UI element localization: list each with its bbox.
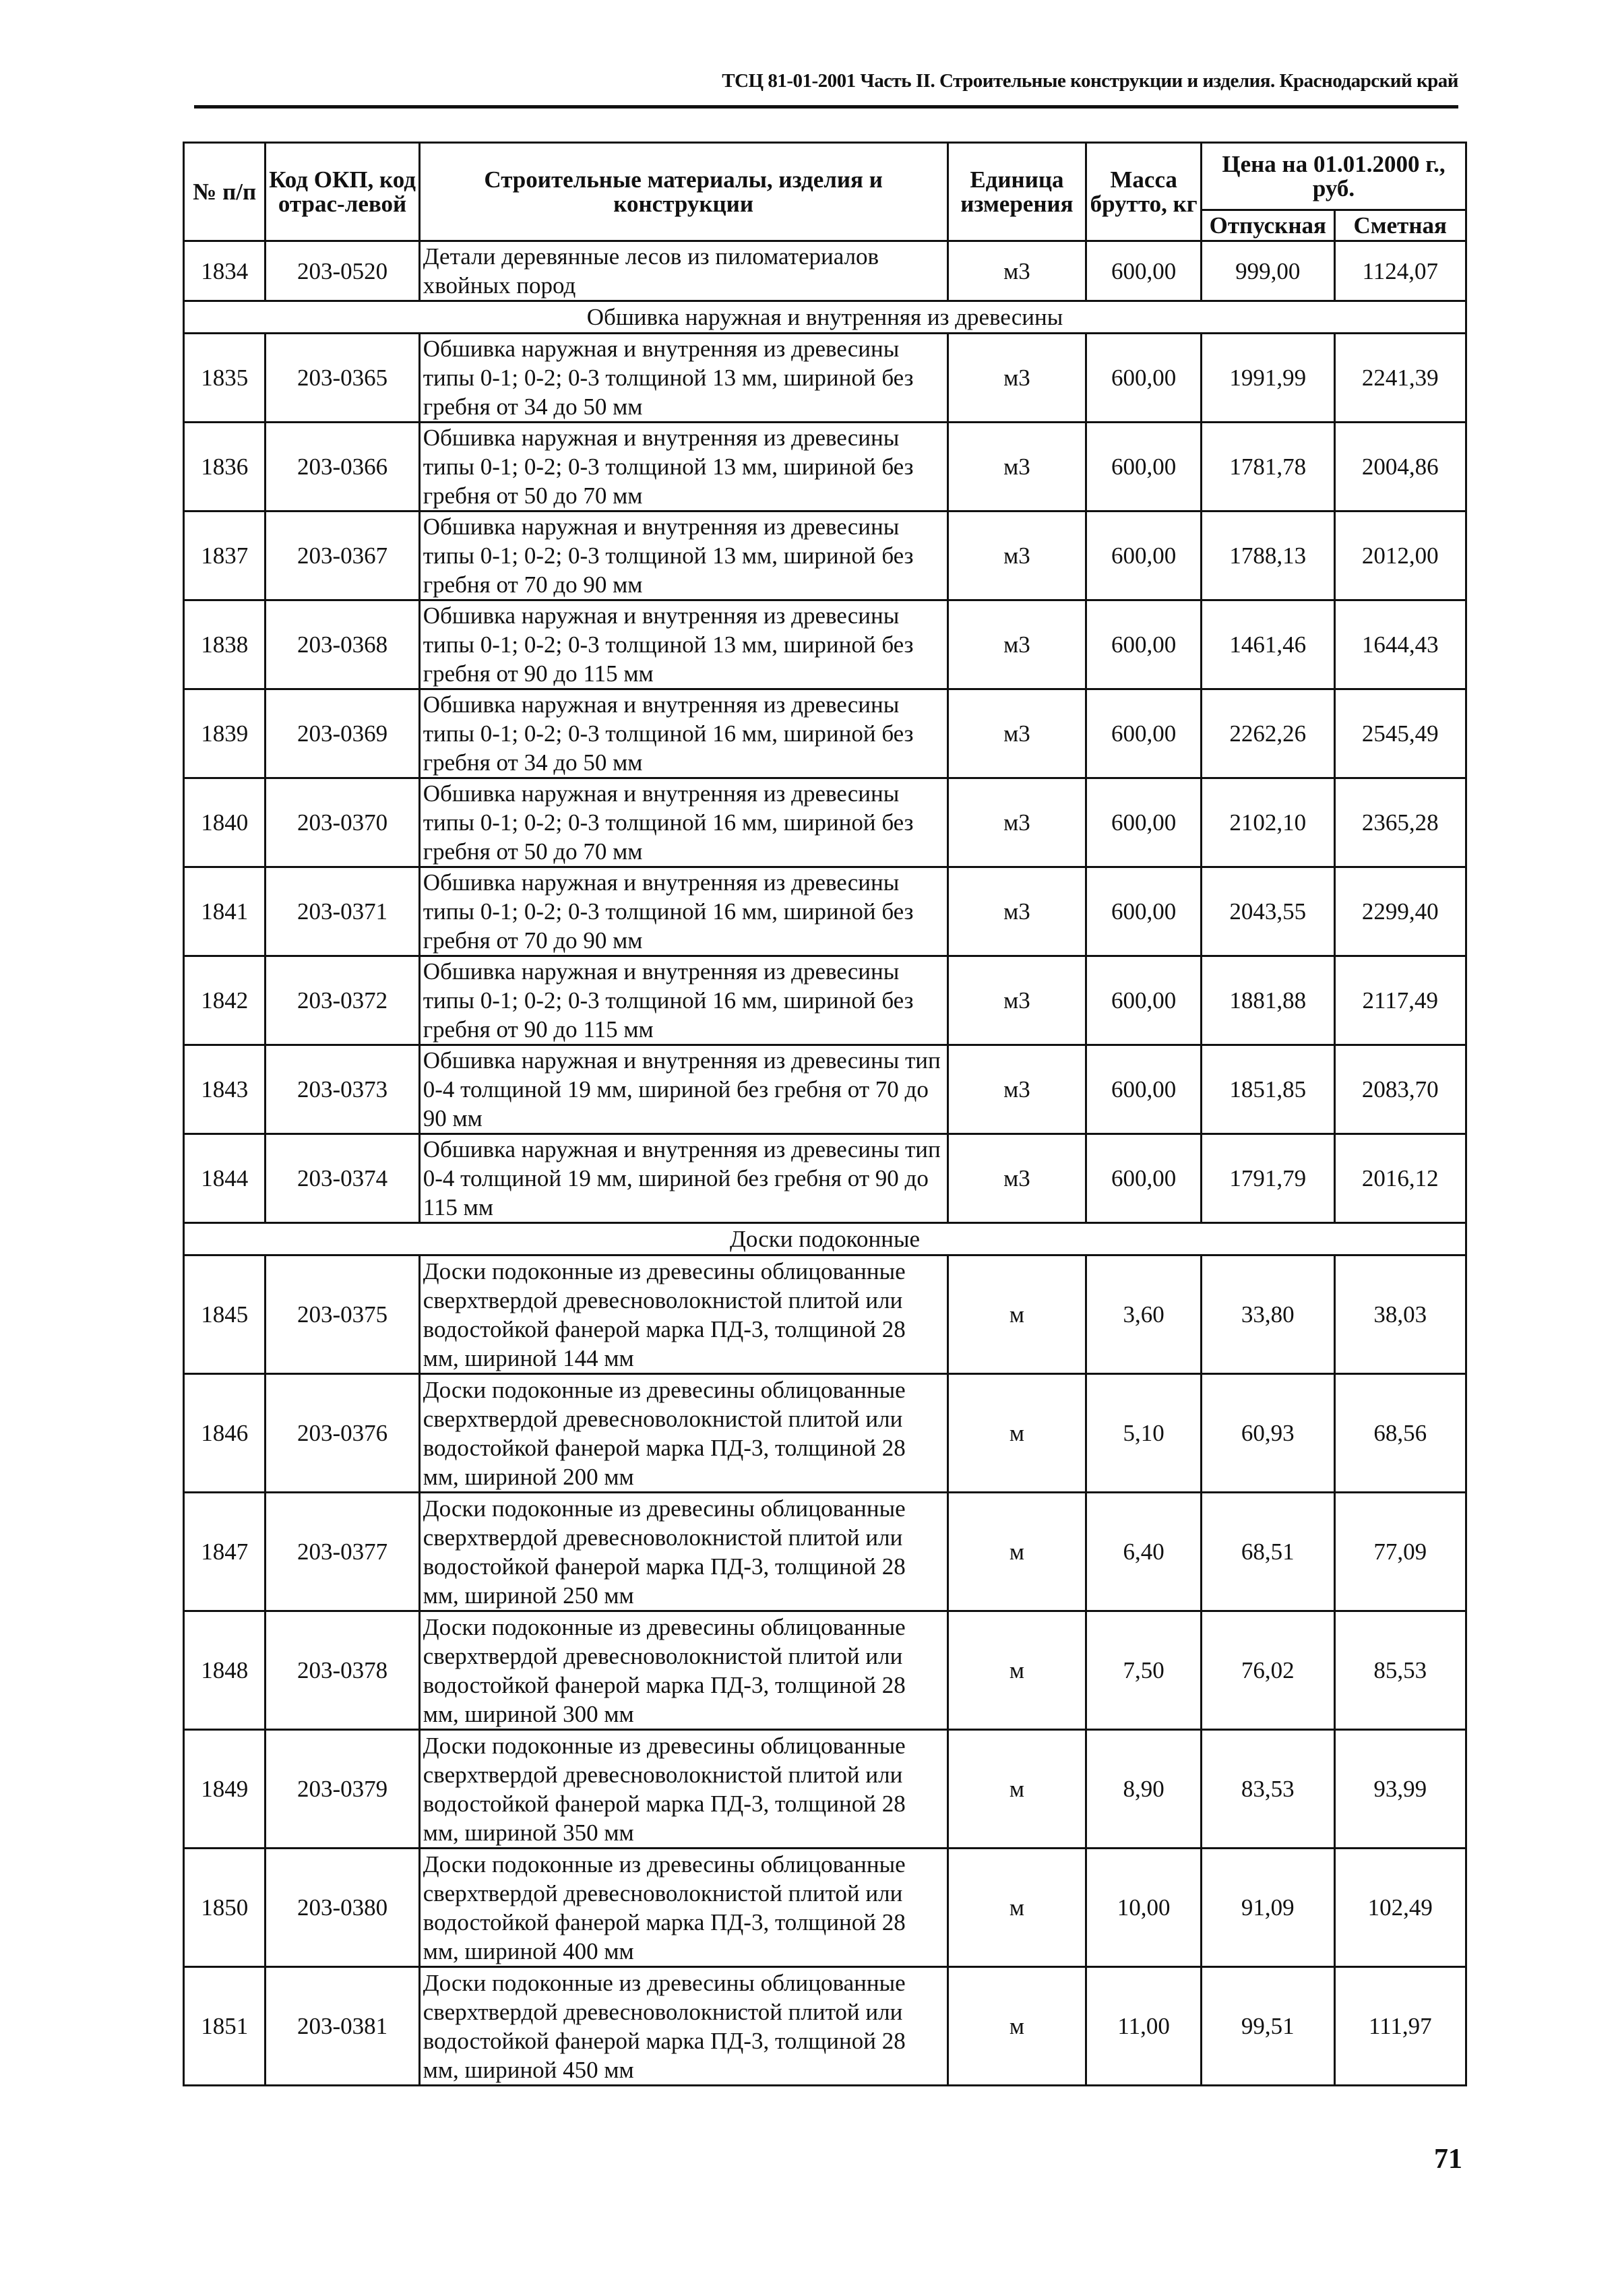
- row-price-release: 1461,46: [1202, 600, 1335, 689]
- row-number: 1850: [184, 1849, 266, 1967]
- row-unit: м3: [947, 1045, 1086, 1134]
- table-row: [184, 1255, 1466, 1374]
- row-mass: 600,00: [1086, 956, 1202, 1045]
- row-description: Доски подоконные из древесины облицованные сверхтвердой древесноволокнистой плитой или водостойкой фанерой марка ПД-3, толщиной 28 мм, шириной 200 мм: [419, 1374, 947, 1493]
- row-price-estimate: 2016,12: [1334, 1134, 1466, 1223]
- row-number: 1847: [184, 1493, 266, 1611]
- table-row: [184, 1849, 1466, 1967]
- table-row: [184, 511, 1466, 600]
- row-unit: м3: [947, 241, 1086, 301]
- row-description: Обшивка наружная и внутренняя из древесины типы 0-1; 0-2; 0-3 толщиной 13 мм, шириной без гребня от 90 до 115 мм: [419, 600, 947, 689]
- col-header-price-release: Отпускная: [1202, 210, 1335, 241]
- row-code: 203-0380: [266, 1849, 419, 1967]
- row-price-release: 1881,88: [1202, 956, 1335, 1045]
- row-code: 203-0365: [266, 334, 419, 423]
- row-price-estimate: 2545,49: [1334, 689, 1466, 778]
- row-mass: 600,00: [1086, 600, 1202, 689]
- row-mass: 600,00: [1086, 511, 1202, 600]
- row-code: 203-0366: [266, 423, 419, 511]
- row-description: Обшивка наружная и внутренняя из древесины типы 0-1; 0-2; 0-3 толщиной 13 мм, шириной без гребня от 70 до 90 мм: [419, 511, 947, 600]
- row-mass: 600,00: [1086, 1134, 1202, 1223]
- row-number: 1851: [184, 1967, 266, 2086]
- section-title: Обшивка наружная и внутренняя из древесины: [184, 301, 1466, 334]
- row-number: 1836: [184, 423, 266, 511]
- row-price-estimate: 2299,40: [1334, 867, 1466, 956]
- table-row: [184, 867, 1466, 956]
- row-unit: м: [947, 1374, 1086, 1493]
- row-unit: м3: [947, 778, 1086, 867]
- row-price-estimate: 2365,28: [1334, 778, 1466, 867]
- row-mass: 600,00: [1086, 334, 1202, 423]
- row-number: 1843: [184, 1045, 266, 1134]
- row-price-estimate: 1124,07: [1334, 241, 1466, 301]
- row-price-estimate: 102,49: [1334, 1849, 1466, 1967]
- row-unit: м3: [947, 334, 1086, 423]
- table-row: [184, 956, 1466, 1045]
- row-unit: м3: [947, 423, 1086, 511]
- row-code: 203-0367: [266, 511, 419, 600]
- row-unit: м: [947, 1730, 1086, 1849]
- col-header-unit: Единица измерения: [947, 143, 1086, 241]
- row-mass: 3,60: [1086, 1255, 1202, 1374]
- row-description: Обшивка наружная и внутренняя из древесины типы 0-1; 0-2; 0-3 толщиной 13 мм, шириной без гребня от 50 до 70 мм: [419, 423, 947, 511]
- row-code: 203-0370: [266, 778, 419, 867]
- table-row: [184, 241, 1466, 301]
- row-mass: 600,00: [1086, 778, 1202, 867]
- row-number: 1837: [184, 511, 266, 600]
- row-price-estimate: 77,09: [1334, 1493, 1466, 1611]
- row-price-estimate: 111,97: [1334, 1967, 1466, 2086]
- row-unit: м3: [947, 1134, 1086, 1223]
- row-code: 203-0373: [266, 1045, 419, 1134]
- row-mass: 10,00: [1086, 1849, 1202, 1967]
- table-row: [184, 1134, 1466, 1223]
- table-row: [184, 689, 1466, 778]
- table-row: [184, 1493, 1466, 1611]
- row-unit: м: [947, 1611, 1086, 1730]
- row-mass: 7,50: [1086, 1611, 1202, 1730]
- row-code: 203-0375: [266, 1255, 419, 1374]
- row-code: 203-0372: [266, 956, 419, 1045]
- row-mass: 600,00: [1086, 1045, 1202, 1134]
- row-price-release: 1781,78: [1202, 423, 1335, 511]
- row-price-release: 1791,79: [1202, 1134, 1335, 1223]
- row-description: Обшивка наружная и внутренняя из древесины тип 0-4 толщиной 19 мм, шириной без гребня от 90 до 115 мм: [419, 1134, 947, 1223]
- row-unit: м3: [947, 511, 1086, 600]
- row-code: 203-0368: [266, 600, 419, 689]
- row-code: 203-0379: [266, 1730, 419, 1849]
- row-mass: 600,00: [1086, 689, 1202, 778]
- row-number: 1846: [184, 1374, 266, 1493]
- row-number: 1834: [184, 241, 266, 301]
- row-price-release: 91,09: [1202, 1849, 1335, 1967]
- row-number: 1844: [184, 1134, 266, 1223]
- col-header-price-group: Цена на 01.01.2000 г., руб.: [1202, 143, 1466, 210]
- row-price-release: 1851,85: [1202, 1045, 1335, 1134]
- row-price-release: 2102,10: [1202, 778, 1335, 867]
- row-description: Обшивка наружная и внутренняя из древесины тип 0-4 толщиной 19 мм, шириной без гребня от 70 до 90 мм: [419, 1045, 947, 1134]
- row-unit: м3: [947, 600, 1086, 689]
- price-table: [183, 142, 1467, 2086]
- row-description: Доски подоконные из древесины облицованные сверхтвердой древесноволокнистой плитой или водостойкой фанерой марка ПД-3, толщиной 28 мм, шириной 450 мм: [419, 1967, 947, 2086]
- col-header-materials: Строительные материалы, изделия и конструкции: [419, 143, 947, 241]
- row-price-release: 68,51: [1202, 1493, 1335, 1611]
- row-code: 203-0374: [266, 1134, 419, 1223]
- row-code: 203-0369: [266, 689, 419, 778]
- header-rule: [194, 105, 1458, 108]
- row-price-estimate: 2083,70: [1334, 1045, 1466, 1134]
- row-mass: 6,40: [1086, 1493, 1202, 1611]
- row-price-estimate: 85,53: [1334, 1611, 1466, 1730]
- section-row: [184, 301, 1466, 334]
- row-code: 203-0381: [266, 1967, 419, 2086]
- row-number: 1841: [184, 867, 266, 956]
- section-title: Доски подоконные: [184, 1223, 1466, 1255]
- row-mass: 600,00: [1086, 867, 1202, 956]
- row-number: 1842: [184, 956, 266, 1045]
- row-mass: 8,90: [1086, 1730, 1202, 1849]
- section-row: [184, 1223, 1466, 1255]
- col-header-mass: Масса брутто, кг: [1086, 143, 1202, 241]
- row-number: 1835: [184, 334, 266, 423]
- row-description: Обшивка наружная и внутренняя из древесины типы 0-1; 0-2; 0-3 толщиной 16 мм, шириной без гребня от 70 до 90 мм: [419, 867, 947, 956]
- row-price-estimate: 1644,43: [1334, 600, 1466, 689]
- row-price-release: 76,02: [1202, 1611, 1335, 1730]
- row-description: Детали деревянные лесов из пиломатериалов хвойных пород: [419, 241, 947, 301]
- row-price-release: 33,80: [1202, 1255, 1335, 1374]
- col-header-okp-code: Код ОКП, код отрас-левой: [266, 143, 419, 241]
- row-unit: м: [947, 1967, 1086, 2086]
- row-description: Доски подоконные из древесины облицованные сверхтвердой древесноволокнистой плитой или водостойкой фанерой марка ПД-3, толщиной 28 мм, шириной 400 мм: [419, 1849, 947, 1967]
- row-code: 203-0378: [266, 1611, 419, 1730]
- row-code: 203-0520: [266, 241, 419, 301]
- row-price-release: 2262,26: [1202, 689, 1335, 778]
- row-number: 1840: [184, 778, 266, 867]
- table-row: [184, 334, 1466, 423]
- table-row: [184, 1045, 1466, 1134]
- row-price-release: 1788,13: [1202, 511, 1335, 600]
- row-number: 1845: [184, 1255, 266, 1374]
- col-header-num: № п/п: [184, 143, 266, 241]
- page-number: 71: [1434, 2144, 1462, 2175]
- table-row: [184, 1374, 1466, 1493]
- row-description: Доски подоконные из древесины облицованные сверхтвердой древесноволокнистой плитой или водостойкой фанерой марка ПД-3, толщиной 28 мм, шириной 144 мм: [419, 1255, 947, 1374]
- table-row: [184, 1730, 1466, 1849]
- row-price-release: 83,53: [1202, 1730, 1335, 1849]
- row-price-estimate: 68,56: [1334, 1374, 1466, 1493]
- row-number: 1848: [184, 1611, 266, 1730]
- row-unit: м: [947, 1255, 1086, 1374]
- table-body: [184, 241, 1466, 2086]
- row-unit: м: [947, 1493, 1086, 1611]
- row-price-release: 2043,55: [1202, 867, 1335, 956]
- row-unit: м3: [947, 956, 1086, 1045]
- table-row: [184, 778, 1466, 867]
- row-mass: 5,10: [1086, 1374, 1202, 1493]
- row-number: 1838: [184, 600, 266, 689]
- row-mass: 11,00: [1086, 1967, 1202, 2086]
- row-unit: м3: [947, 867, 1086, 956]
- row-number: 1849: [184, 1730, 266, 1849]
- table-row: [184, 423, 1466, 511]
- row-description: Обшивка наружная и внутренняя из древесины типы 0-1; 0-2; 0-3 толщиной 13 мм, шириной без гребня от 34 до 50 мм: [419, 334, 947, 423]
- row-code: 203-0376: [266, 1374, 419, 1493]
- row-price-estimate: 2012,00: [1334, 511, 1466, 600]
- row-price-estimate: 93,99: [1334, 1730, 1466, 1849]
- row-price-estimate: 38,03: [1334, 1255, 1466, 1374]
- row-price-release: 99,51: [1202, 1967, 1335, 2086]
- table-row: [184, 1611, 1466, 1730]
- table-row: [184, 1967, 1466, 2086]
- row-price-estimate: 2004,86: [1334, 423, 1466, 511]
- row-price-estimate: 2117,49: [1334, 956, 1466, 1045]
- row-description: Обшивка наружная и внутренняя из древесины типы 0-1; 0-2; 0-3 толщиной 16 мм, шириной без гребня от 90 до 115 мм: [419, 956, 947, 1045]
- row-price-release: 1991,99: [1202, 334, 1335, 423]
- page-header: ТСЦ 81-01-2001 Часть II. Строительные конструкции и изделия. Краснодарский край: [722, 70, 1458, 92]
- row-description: Доски подоконные из древесины облицованные сверхтвердой древесноволокнистой плитой или водостойкой фанерой марка ПД-3, толщиной 28 мм, шириной 250 мм: [419, 1493, 947, 1611]
- row-unit: м: [947, 1849, 1086, 1967]
- row-number: 1839: [184, 689, 266, 778]
- row-code: 203-0377: [266, 1493, 419, 1611]
- row-unit: м3: [947, 689, 1086, 778]
- row-description: Доски подоконные из древесины облицованные сверхтвердой древесноволокнистой плитой или водостойкой фанерой марка ПД-3, толщиной 28 мм, шириной 350 мм: [419, 1730, 947, 1849]
- row-mass: 600,00: [1086, 241, 1202, 301]
- row-mass: 600,00: [1086, 423, 1202, 511]
- row-price-estimate: 2241,39: [1334, 334, 1466, 423]
- row-price-release: 60,93: [1202, 1374, 1335, 1493]
- row-description: Доски подоконные из древесины облицованные сверхтвердой древесноволокнистой плитой или водостойкой фанерой марка ПД-3, толщиной 28 мм, шириной 300 мм: [419, 1611, 947, 1730]
- row-price-release: 999,00: [1202, 241, 1335, 301]
- col-header-price-estimate: Сметная: [1334, 210, 1466, 241]
- table-row: [184, 600, 1466, 689]
- row-description: Обшивка наружная и внутренняя из древесины типы 0-1; 0-2; 0-3 толщиной 16 мм, шириной без гребня от 34 до 50 мм: [419, 689, 947, 778]
- row-description: Обшивка наружная и внутренняя из древесины типы 0-1; 0-2; 0-3 толщиной 16 мм, шириной без гребня от 50 до 70 мм: [419, 778, 947, 867]
- row-code: 203-0371: [266, 867, 419, 956]
